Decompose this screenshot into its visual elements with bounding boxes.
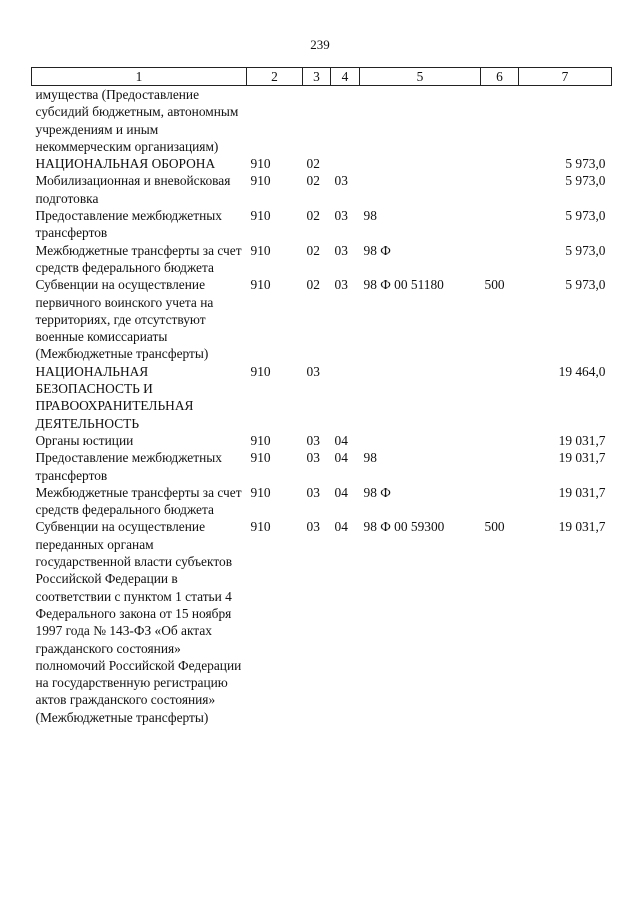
row-target-article [360,363,481,432]
row-expense-type [481,432,519,449]
row-ved-code: 910 [250,173,271,189]
row-name: Межбюджетные трансферты за счет средств федерального бюджета [35,484,242,518]
row-target-article [360,172,481,207]
table-body [32,86,612,726]
table-row [32,155,612,172]
table-row [32,242,612,277]
row-section-code [303,86,331,156]
row-subsection-code [331,363,360,432]
row-target-article [360,86,481,156]
row-name: Предоставление межбюджетных трансфертов [35,450,222,483]
row-name: НАЦИОНАЛЬНАЯ ОБОРОНА [35,156,216,172]
row-subsection-code [331,155,360,172]
row-section-code: 03 [306,363,320,379]
row-ved-code: 910 [250,156,271,172]
row-amount: 5 973,0 [565,173,606,189]
row-expense-type: 500 [484,519,505,535]
row-target-article: 98 Ф 00 51180 [363,277,444,293]
row-amount: 19 031,7 [558,432,606,448]
row-amount: 19 031,7 [558,519,606,535]
page-number: 239 [310,37,330,52]
row-amount [519,86,612,156]
row-subsection-code: 04 [334,450,348,466]
header-col-3: 3 [303,68,331,86]
row-amount: 5 973,0 [565,208,606,224]
row-expense-type [481,86,519,156]
header-col-1: 1 [32,68,247,86]
header-col-6: 6 [481,68,519,86]
row-amount: 19 031,7 [558,450,606,466]
row-ved-code [247,86,303,156]
row-target-article [360,432,481,449]
row-expense-type [481,484,519,519]
row-subsection-code: 04 [334,519,348,535]
row-ved-code: 910 [250,208,271,224]
row-subsection-code [331,86,360,156]
table-row [32,207,612,242]
row-amount: 19 464,0 [558,363,606,379]
row-amount: 19 031,7 [558,484,606,500]
row-target-article: 98 Ф 00 59300 [363,519,445,535]
row-section-code: 02 [306,173,320,189]
row-name: Субвенции на осуществление переданных органам государственной власти субъектов Российской Федерации в соответствии с пунктом 1 статьи 4 Федерального закона от 15 ноября 1997 года № 143-ФЗ «Об актах гражданского состояния» полномочий Российской Федерации на государственную регистрацию актов гражданского состояния» (Межбюджетные трансферты) [35,519,242,725]
header-col-7: 7 [519,68,612,86]
table-row [32,484,612,519]
row-expense-type [481,207,519,242]
table-row [32,518,612,726]
row-subsection-code: 03 [334,242,348,258]
row-name: Органы юстиции [35,432,134,448]
row-subsection-code: 03 [334,208,348,224]
table-row [32,363,612,432]
row-expense-type [481,449,519,484]
row-ved-code: 910 [250,432,271,448]
header-row [32,68,612,86]
row-target-article [360,155,481,172]
header-col-2: 2 [247,68,303,86]
row-amount: 5 973,0 [565,277,606,293]
row-section-code: 03 [306,519,320,535]
table-row [32,449,612,484]
row-name: имущества (Предоставление субсидий бюджетным, автономным учреждениям и иным некоммерческим организациям) [35,87,239,154]
row-amount: 5 973,0 [565,156,606,172]
row-name: Предоставление межбюджетных трансфертов [35,208,222,241]
table-header [32,68,612,86]
row-ved-code: 910 [250,450,271,466]
row-expense-type [481,155,519,172]
row-subsection-code: 03 [334,277,348,293]
budget-table [31,67,612,726]
row-ved-code: 910 [250,519,271,535]
row-expense-type [481,172,519,207]
row-target-article: 98 Ф [363,484,391,500]
row-expense-type: 500 [484,277,505,293]
row-section-code: 02 [306,277,320,293]
row-target-article: 98 Ф [363,242,391,258]
table-row [32,86,612,156]
row-expense-type [481,363,519,432]
row-section-code: 03 [306,450,320,466]
row-ved-code: 910 [250,363,271,379]
row-name: Субвенции на осуществление первичного воинского учета на территориях, где отсутствуют военные комиссариаты (Межбюджетные трансферты) [35,277,214,362]
row-subsection-code: 04 [334,484,348,500]
row-section-code: 02 [306,242,320,258]
row-section-code: 02 [306,156,320,172]
row-ved-code: 910 [250,277,271,293]
table-row [32,276,612,362]
row-name: Мобилизационная и вневойсковая подготовка [35,173,231,206]
row-ved-code: 910 [250,242,271,258]
row-section-code: 02 [306,208,320,224]
row-target-article: 98 [363,450,377,466]
row-section-code: 03 [306,432,320,448]
row-target-article: 98 [363,208,377,224]
header-col-4: 4 [331,68,360,86]
row-ved-code: 910 [250,484,271,500]
row-subsection-code: 03 [334,173,348,189]
table-row [32,432,612,449]
row-expense-type [481,242,519,277]
row-section-code: 03 [306,484,320,500]
header-col-5: 5 [360,68,481,86]
row-amount: 5 973,0 [565,242,606,258]
row-name: НАЦИОНАЛЬНАЯ БЕЗОПАСНОСТЬ И ПРАВООХРАНИТЕЛЬНАЯ ДЕЯТЕЛЬНОСТЬ [35,363,194,431]
row-name: Межбюджетные трансферты за счет средств федерального бюджета [35,242,242,275]
table-row [32,172,612,207]
row-subsection-code: 04 [334,432,348,448]
